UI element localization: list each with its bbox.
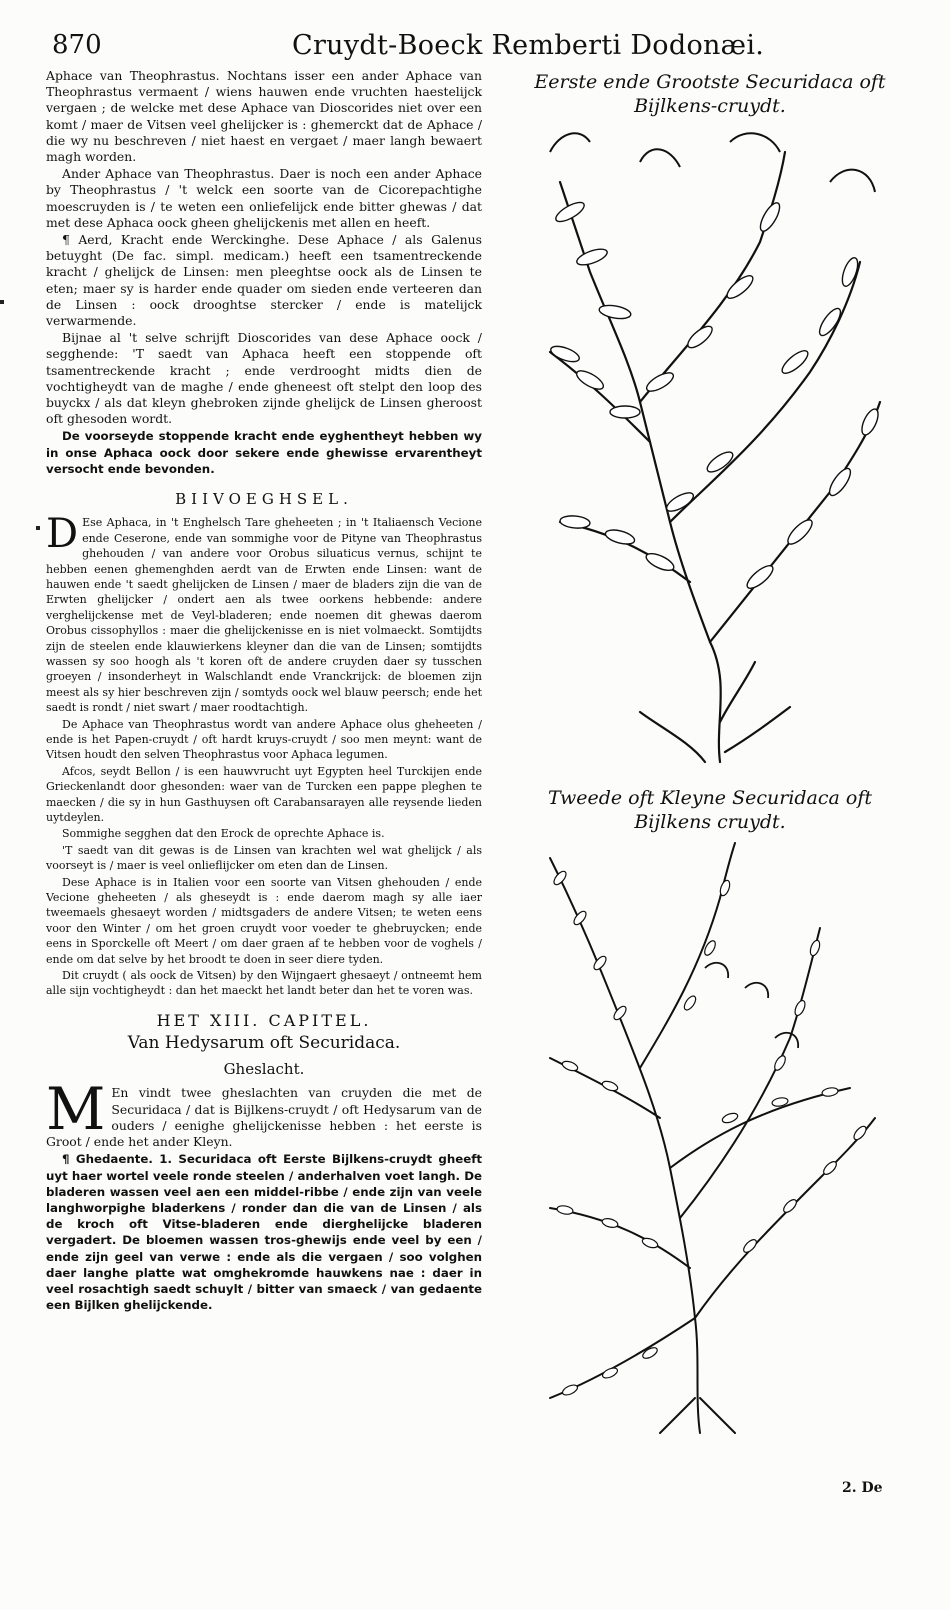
paragraph: ¶ Ghedaente. 1. Securidaca oft Eerste Bijlkens-cruydt gheeft uyt haer wortel veele ronde steelen / anderhalven voet langh. De bladeren wassen veel aen een middel-ribbe / ende zijn van veele langhworpighe bladerkens / ronder dan die van de Linsen / als de kroch oft Vitse-bladeren ende dierghelijcke bladeren vergadert. De bloemen wassen tros-ghewijs ende veel by een / ende zijn geel van verwe : ende als die vergaen / soo volghen daer langhe platte wat omghekromde hauwkens nae : daer in veel rosachtigh saedt schuylt / bitter van smaeck / van gedaente een Bijlken ghelijckende.	[46, 1152, 482, 1313]
paragraph: ¶ Aerd, Kracht ende Werckinghe. Dese Aphace / als Galenus betuyght (De fac. simpl. medicam.) heeft een tsamentreckende kracht / ghelijck de Linsen: men pleeghtse oock als de Linsen te eten; maer sy is harder ende quader om sieden ende verteeren dan de Linsen : oock drooghtse stercker / ende is matelijck verwarmende.	[46, 232, 482, 329]
paragraph: 'T saedt van dit gewas is de Linsen van krachten wel wat ghelijck / als voorseyt is / maer is veel onlieflijcker om eten dan de Linsen.	[46, 843, 482, 873]
drop-cap: D	[46, 511, 79, 558]
paragraph-text: En vindt twee gheslachten van cruyden die met de Securidaca / dat is Bijlkens-cruydt / oft Hedysarum van de ouders / eenighe ghelijckenisse hebben : het eerste is Groot / ende het ander Kleyn.	[46, 1085, 482, 1150]
print-speck	[36, 526, 40, 530]
section-heading: BIIVOEGHSEL.	[175, 490, 353, 509]
plate-caption: Tweede oft Kleyne Securidaca oft Bijlkens cruydt.	[547, 787, 872, 833]
plate-caption: Eerste ende Grootste Securidaca oft Bijlkens-cruydt.	[534, 71, 886, 117]
paragraph: Dese Aphace is in Italien voor een soorte van Vitsen ghehouden / ende Vecione gheheeten / als gheseydt is : ende daerom magh sy alle iaer tweemaels ghesaeyt worden / midtsgaders de andere Vitsen; te weten eens voor den Winter / om het groen cruydt voor voeder te ghebruycken; ende eens in Sporckelle oft Meert / om daer graen af te hebben voor de voghels / ende om dat selve by het broodt te doen in seer diere tyden.	[46, 875, 482, 966]
paragraph: Sommighe segghen dat den Erock de oprechte Aphace is.	[62, 827, 385, 841]
print-speck	[0, 300, 4, 304]
text-column	[46, 68, 482, 1314]
paragraph: Bijnae al 't selve schrijft Dioscorides van dese Aphace oock / segghende: 'T saedt van Aphaca heeft een stoppende oft tsamentreckende kracht ; ende verdrooght midts dien de vochtigheydt van de maghe / ende gheneest oft stelpt den loop des buyckx / als dat kleyn ghebroken zijnde ghelijck de Linsen gheroost oft ghesoden wordt.	[46, 330, 482, 427]
paragraph: Afcos, seydt Bellon / is een hauwvrucht uyt Egypten heel Turckijen ende Grieckenlandt door ghesonden: waer van de Turcken een pappe pleghen te maecken / die sy in hun Gasthuysen oft Carabansarayen alle reysende lieden uytdeylen.	[46, 764, 482, 824]
chapter-title: Van Hedysarum oft Securidaca.	[127, 1033, 401, 1054]
page-number: 870	[52, 30, 102, 60]
paragraph: De voorseyde stoppende kracht ende eyghentheyt hebben wy in onse Aphaca oock door sekere ende ghewisse ervarentheyt versocht ende bevonden.	[46, 429, 482, 476]
page-header	[0, 24, 950, 64]
paragraph: Ander Aphace van Theophrastus. Daer is noch een ander Aphace by Theophrastus / 't welck een soorte van de Cicorepachtighe moescruyden is / te weten een onliefelijck ende bitter ghewas / dat met dese Aphaca oock gheen ghelijckenis met allen en heeft.	[46, 166, 482, 230]
catchword: 2. De	[842, 1480, 883, 1496]
paragraph: Aphace van Theophrastus. Nochtans isser een ander Aphace van Theophrastus vermaent / wiens hauwen ende vruchten haestelijck vergaen ; de welcke met dese Aphace van Dioscorides niet over een komt / maer de Vitsen veel ghelijcker is : ghemerckt dat de Aphace / die wy nu beschreven / niet haest en vergaet / maer langh bewaert magh worden.	[46, 68, 482, 165]
drop-cap: M	[46, 1075, 106, 1144]
paragraph: Dit cruydt ( als oock de Vitsen) by den Wijngaert ghesaeyt / ontneemt hem alle sijn vochtigheydt : dan het maeckt het landt beter dan het te voren was.	[46, 969, 482, 998]
paragraph: De Aphace van Theophrastus wordt van andere Aphace olus gheheeten / ende is het Papen-cruydt / oft hardt kruys-cruydt / soo men meynt: want de Vitsen houdt den selven Theophrastus voor Aphaca legumen.	[46, 717, 482, 762]
paragraph	[46, 1075, 482, 1150]
subsection-heading: Gheslacht.	[223, 1060, 305, 1079]
paragraph-text: Ese Aphaca, in 't Enghelsch Tare gheheeten ; in 't Italiaensch Vecione ende Ceserone, ende van sommighe voor de Pityne van Theophrastus ghehouden / van andere voor Orobus siluaticus vernus, schijnt te hebben eenen ghemenghden aerdt van de Erwten ende Linsen: want de hauwen ende 't saedt ghelijcken de Linsen / maer de bladers zijn die van de Erwten ghelijcker / ondert aen als twee oorkens hebbende: andere verghelijckense met de Veyl-bladeren; ende noemen dit ghewas daerom Orobus cissophyllos : maer die ghelijckenisse en is niet volmaeckt. Somtijdts zijn de steelen ende klauwierkens kleyner dan die van de Linsen; somtijdts wassen sy soo hoogh als 't koren oft de andere cruyden daer sy tusschen groeyen / insonderheyt in Walschlandt ende Vranckrijck: de bloemen zijn meest als sy hier beschreven zijn / somtyds oock wel blauw peersch; ende het saedt is rondt / niet swart / maer roodtachtigh.	[46, 516, 482, 715]
appendix-block	[46, 511, 482, 999]
plant-illustration-2	[530, 838, 890, 1438]
plant-illustration-1	[530, 122, 890, 772]
chapter-heading: HET XIII. CAPITEL.	[156, 1010, 372, 1030]
running-title: Cruydt-Boeck Remberti Dodonæi.	[292, 30, 765, 61]
paragraph	[46, 511, 482, 715]
